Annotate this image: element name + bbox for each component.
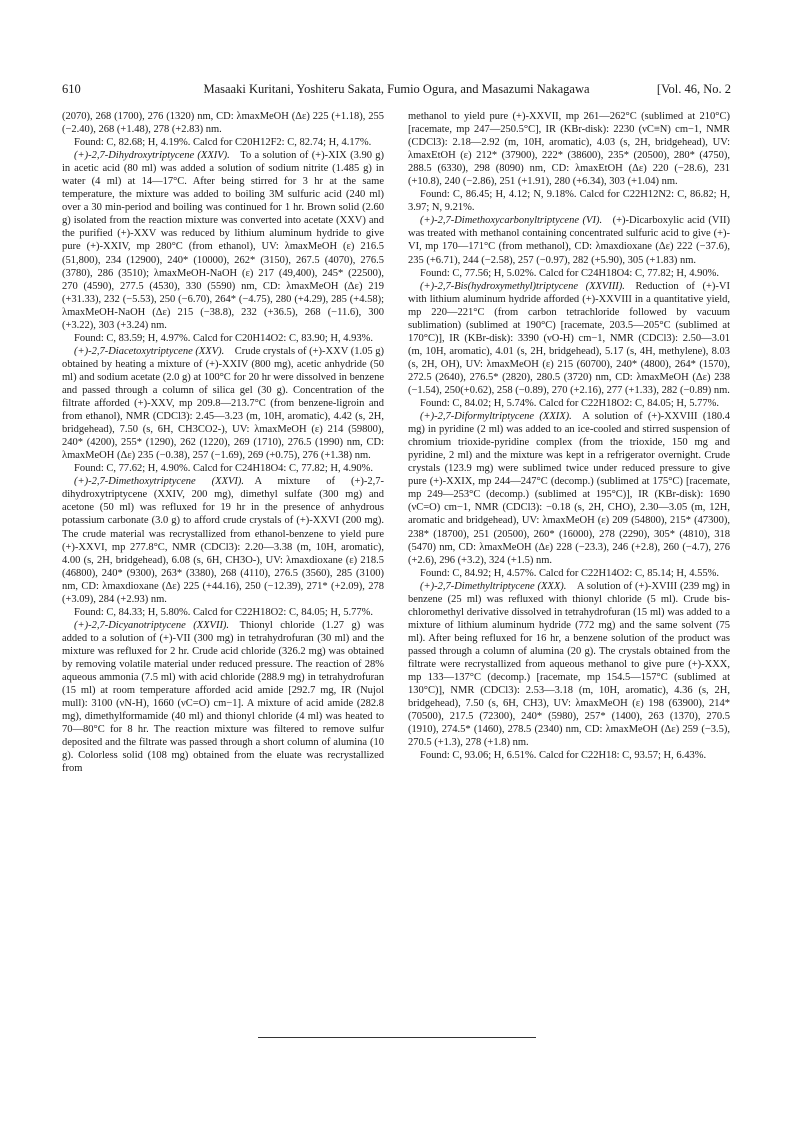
compound-procedure: To a solution of (+)-XIX (3.90 g) in acetic acid (80 ml) was added a solution of sodium nitrite (1.485 g) in water (4 ml) at 14—17°C. After being stirred for 3 hr at the same temperature, the mixture was added to boiling 3M sulfuric acid (240 ml) over a 30 min-period and boiling was continued for 1 hr. Brown solid (2.60 g) isolated from the reaction mixture was converted into acetate (XXV) and the purified (+)-XXV was reduced by lithium aluminum hydride to give pure (+)-XXIV, mp 280°C (from ethanol), UV: λmaxMeOH (ε) 216.5 (51,800), 234 (12900), 240* (10000), 262* (3150), 267.5 (4070), 276.5 (3780), 286 (3510); λmaxMeOH-NaOH (ε) 217 (49,400), 245* (22500), 270 (4590), 277.5 (4530), 330 (5590) nm, CD: λmaxMeOH (Δε) 219 (+31.33), 232 (−5.53), 250 (−6.70), 264* (−4.75), 280 (+4.29), 285 (+4.58); λmaxMeOH-NaOH (Δε) 215 (−38.8), 232 (+36.5), 268 (−11.6), 300 (+3.22), 303 (+3.24) nm. (62, 150, 384, 331)
running-authors: Masaaki Kuritani, Yoshiteru Sakata, Fumio Ogura, and Masazumi Nakagawa (203, 82, 590, 96)
compound-entry (62, 345, 384, 462)
compound-title: (+)-2,7-Diacetoxytriptycene (XXV). (74, 345, 225, 357)
elemental-analysis: Found: C, 84.02; H, 5.74%. Calcd for C22H18O2: C, 84.05; H, 5.77%. (420, 398, 719, 410)
compound-entry (408, 280, 730, 397)
continued-text: methanol to yield pure (+)-XXVII, mp 261—262°C (sublimed at 210°C) [racemate, mp 247—250.5°C], IR (KBr-disk): 2230 (νC≡N) cm−1, NMR (CDCl3): 2.18—2.92 (m, 10H, aromatic), 4.03 (s, 2H, bridgehead), UV: λmaxEtOH (ε) 212* (37900), 222* (38600), 235* (20500), 280* (4750), 288.5 (6330), 298 (8090) nm, CD: λmaxEtOH (Δε) 220 (−28.6), 231 (+10.8), 240 (−2.86), 251 (+1.91), 280 (+6.34), 303 (+1.04) nm. (408, 111, 730, 188)
continued-text: (2070), 268 (1700), 276 (1320) nm, CD: λmaxMeOH (Δε) 225 (+1.18), 255 (−2.40), 268 (+1.48), 278 (+2.83) nm. (62, 111, 384, 136)
elemental-analysis: Found: C, 84.33; H, 5.80%. Calcd for C22H18O2: C, 84.05; H, 5.77%. (74, 606, 373, 618)
compound-procedure: Reduction of (+)-VI with lithium aluminum hydride afforded (+)-XXVIII in a quantitative yield, mp 220—221°C (from carbon tetrachloride followed by vacuum sublimation) (sublimed at 190°C) [racemate, 203.5—205°C (sublimed at 170°C)], IR (KBr-disk): 3390 (νO-H) cm−1, NMR (CDCl3): 2.50—3.01 (m, 10H, aromatic), 4.01 (s, 2H, bridgehead), 5.17 (s, 4H, methylene), 8.03 (s, 2H, OH), UV: λmaxMeOH (ε) 215 (60700), 240* (4800), 264* (1570), 272.5 (2640), 276.5* (2820), 280.5 (3720) nm, CD: λmaxMeOH (Δε) 238 (−1.54), 250(+0.62), 258 (−0.89), 270 (+2.16), 277 (+1.33), 282 (−0.89) nm. (408, 280, 730, 396)
compound-title: (+)-2,7-Dimethyltriptycene (XXX). (420, 580, 567, 592)
compound-procedure: A solution of (+)-XVIII (239 mg) in benzene (25 ml) was refluxed with thionyl chloride (5 ml). Crude bis-chloromethyl derivative dissolved in tetrahydrofuran (15 ml) was added to a mixture of lithium aluminum hydride (772 mg) and the same solvent (75 ml). After being refluxed for 16 hr, a benzene solution of the product was passed through a column of alumina (20 g). The crystals obtained from the filtrate were recrystallized from aqueous methanol to give pure (+)-XXX, mp 133—137°C (decomp.) [racemate, mp 154.5—157°C (sublimed at 130°C)], NMR (CDCl3): 2.53—3.18 (m, 10H, aromatic), 4.36 (s, 2H, bridgehead), 7.50 (s, 6H, CH3), UV: λmaxMeOH (ε) 198 (63900), 214* (70500), 217.5 (72300), 240* (5980), 257* (1400), 263 (1370), 270.5 (1910), 274.5* (1460), 278.5 (2340) nm, CD: λmaxMeOH (Δε) 259 (−3.5), 270.5 (+1.3), 278 (+1.8) nm. (408, 580, 731, 749)
footer-rule (258, 1037, 536, 1038)
compound-title: (+)-2,7-Diformyltriptycene (XXIX). (420, 411, 572, 423)
compound-title: (+)-2,7-Dicyanotriptycene (XXVII). (74, 619, 230, 631)
compound-entry (62, 619, 384, 776)
compound-title: (+)-2,7-Bis(hydroxymethyl)triptycene (XXVIII). (420, 280, 625, 292)
compound-entry (62, 149, 384, 332)
compound-procedure: Thionyl chloride (1.27 g) was added to a solution of (+)-VII (300 mg) in tetrahydrofuran (30 ml) and the mixture was refluxed for 2 hr. Crude acid chloride (326.2 mg) was obtained by removing volatile material under reduced pressure. The reaction of 28% aqueous ammonia (7.5 ml) with acid chloride (288.9 mg) in tetrahydrofuran (15 ml) at room temperature afforded acid amide [292.7 mg, IR (Nujol mull): 3100 (νN-H), 1660 (νC=O) cm−1]. A mixture of acid amide (282.8 mg), dimethylformamide (40 ml) and thionyl chloride (4 ml) was heated to 70—80°C for 8 hr. The reaction mixture was filtered to remove sulfur deposited and the filtrate was passed through a short column of alumina (10 g). Colorless solid (108 mg) obtained from the eluate was recrystallized from (62, 619, 384, 775)
compound-entry (408, 410, 730, 567)
elemental-analysis: Found: C, 77.56; H, 5.02%. Calcd for C24H18O4: C, 77.82; H, 4.90%. (420, 267, 719, 279)
compound-title: (+)-2,7-Dimethoxytriptycene (XXVI). (74, 476, 245, 488)
compound-procedure: Crude crystals of (+)-XXV (1.05 g) obtained by heating a mixture of (+)-XXIV (800 mg), acetic anhydride (50 ml) and sodium acetate (2.0 g) at 100°C for 20 hr were dissolved in benzene and passed through a column of silica gel (30 g). Concentration of the filtrate afforded (+)-XXV, mp 209.8—213.7°C (from benzene-ligroin and from ethanol), NMR (CDCl3): 2.45—3.23 (m, 10H, aromatic), 4.42 (s, 2H, bridgehead), 7.50 (s, 6H, CH3CO2-), UV: λmaxMeOH (ε) 214 (59800), 240* (4200), 255* (1290), 262 (1220), 269 (1710), 276.5 (1990) nm, CD: λmaxMeOH (Δε) 235 (−0.38), 257 (−1.69), 269 (+0.75), 276 (+1.38) nm. (62, 345, 384, 462)
elemental-analysis: Found: C, 82.68; H, 4.19%. Calcd for C20H12F2: C, 82.74; H, 4.17%. (74, 137, 372, 149)
page-header (62, 82, 731, 102)
elemental-analysis: Found: C, 86.45; H, 4.12; N, 9.18%. Calcd for C22H12N2: C, 86.82; H, 3.97; N, 9.21%. (408, 189, 730, 214)
elemental-analysis: Found: C, 83.59; H, 4.97%. Calcd for C20H14O2: C, 83.90; H, 4.93%. (74, 332, 373, 344)
compound-entry (408, 580, 730, 750)
compound-procedure: (+)-Dicarboxylic acid (VII) was treated with methanol containing concentrated sulfuric acid to give (+)-VI, mp 170—171°C (from methanol), CD: λmaxdioxane (Δε) 222 (−37.6), 235 (+6.71), 244 (−2.58), 257 (−0.97), 282 (+5.90), 305 (+1.83) nm. (408, 215, 730, 266)
elemental-analysis: Found: C, 93.06; H, 6.51%. Calcd for C22H18: C, 93.57; H, 6.43%. (420, 750, 707, 762)
volume-info: [Vol. 46, No. 2 (656, 82, 731, 96)
compound-entry (408, 214, 730, 266)
compound-procedure: A solution of (+)-XXVIII (180.4 mg) in pyridine (2 ml) was added to an ice-cooled and stirred suspension of chromium trioxide-pyridine complex (from the trioxide, 150 mg and pyridine, 2 ml) and the mixture was kept in a refrigerator overnight. Crude crystals (123.9 mg) were sublimed twice under reduced pressure to give pure (+)-XXIX, mp 244—247°C (decomp.) (sublimed at 175°C) [racemate, mp 249—253°C (decomp.) (sublimed at 195°C)], IR (KBr-disk): 1690 (νC=O) cm−1, NMR (CDCl3): −0.18 (s, 2H, CHO), 2.30—3.05 (m, 12H, aromatic and bridgehead), UV: λmaxMeOH (ε) 209 (54800), 215* (47300), 238* (18700), 251 (20500), 260* (16000), 278 (2290), 305* (4810), 318 (5470) nm, CD: λmaxMeOH (Δε) 228 (−23.3), 246 (+2.8), 260 (−4.7), 276 (+2.6), 296 (+3.2), 324 (+1.5) nm. (408, 411, 731, 566)
compound-procedure: A mixture of (+)-2,7-dihydroxytriptycene (XXIV, 200 mg), dimethyl sulfate (300 mg) and acetone (50 ml) was refluxed for 19 hr in the presence of anhydrous potassium carbonate (3.0 g) to afford crude crystals of (+)-XXVI (200 mg). The crude material was recrystallized from ethanol-benzene to yield pure (+)-XXVI, mp 277.8°C, NMR (CDCl3): 2.20—3.38 (m, 10H, aromatic), 4.00 (s, 2H, bridgehead), 6.08 (s, 6H, CH3O-), UV: λmaxdioxane (ε) 218.5 (46800), 240* (9300), 263* (3380), 268 (4110), 276.5 (3560), 285 (3100) nm, CD: λmaxdioxane (Δε) 225 (+44.16), 250 (−12.39), 271* (+2.09), 278 (+3.09), 284 (+2.93) nm. (62, 476, 384, 605)
elemental-analysis: Found: C, 77.62; H, 4.90%. Calcd for C24H18O4: C, 77.82; H, 4.90%. (74, 463, 373, 475)
compound-title: (+)-2,7-Dihydroxytriptycene (XXIV). (74, 150, 230, 162)
left-column (62, 110, 384, 775)
right-column (408, 110, 730, 762)
compound-title: (+)-2,7-Dimethoxycarbonyltriptycene (VI). (420, 215, 603, 227)
compound-entry (62, 475, 384, 605)
elemental-analysis: Found: C, 84.92; H, 4.57%. Calcd for C22H14O2: C, 85.14; H, 4.55%. (420, 567, 719, 579)
page-number: 610 (62, 82, 81, 96)
